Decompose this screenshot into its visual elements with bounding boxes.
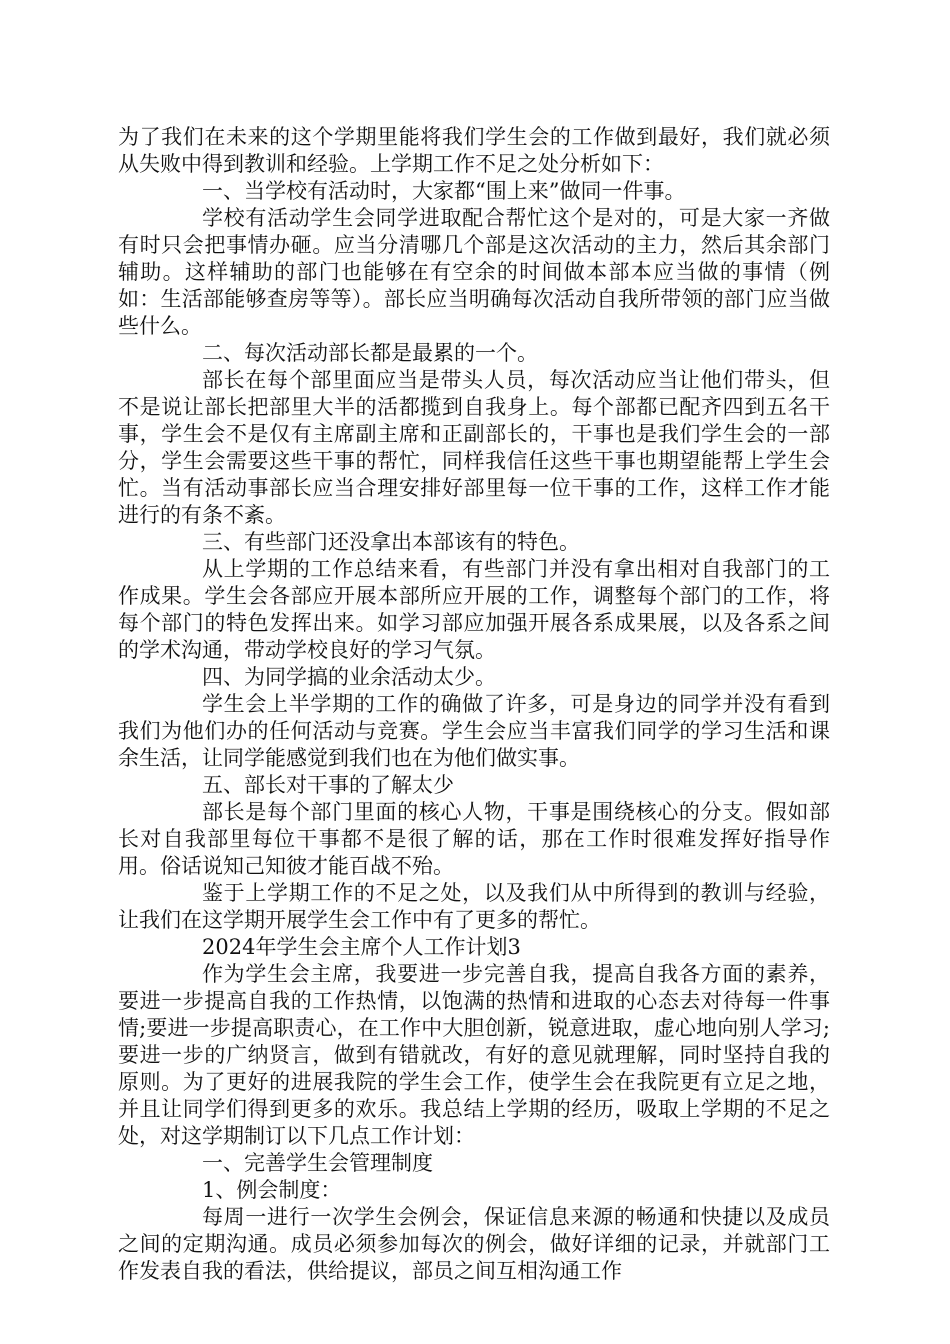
paragraph-7: 鉴于上学期工作的不足之处，以及我们从中所得到的教训与经验，让我们在这学期开展学生会工作中有了更多的帮忙。: [118, 881, 830, 932]
document-page: [118, 124, 830, 1285]
paragraph-1: 为了我们在未来的这个学期里能将我们学生会的工作做到最好，我们就必须从失败中得到教训和经验。上学期工作不足之处分析如下：: [118, 125, 830, 176]
section-title: 2024年学生会主席个人工作计划3: [202, 935, 521, 959]
heading-4: 四、为同学搞的业余活动太少。: [202, 665, 496, 689]
heading-1: 一、当学校有活动时，大家都“围上来”做同一件事。: [202, 179, 686, 203]
subheading-1: 1、例会制度：: [202, 1178, 342, 1202]
paragraph-4: 从上学期的工作总结来看，有些部门并没有拿出相对自我部门的工作成果。学生会各部应开展本部所应开展的工作，调整每个部门的工作，将每个部门的特色发挥出来。如学习部应加强开展各系成果展，以及各系之间的学术沟通，带动学校良好的学习气氛。: [118, 557, 830, 662]
paragraph-3: 部长在每个部里面应当是带头人员，每次活动应当让他们带头，但不是说让部长把部里大半的活都揽到自我身上。每个部都已配齐四到五名干事，学生会不是仅有主席副主席和正副部长的，干事也是我们学生会的一部分，学生会需要这些干事的帮忙，同样我信任这些干事也期望能帮上学生会忙。当有活动事部长应当合理安排好部里每一位干事的工作，这样工作才能进行的有条不紊。: [118, 368, 830, 527]
heading-2: 二、每次活动部长都是最累的一个。: [202, 341, 538, 365]
paragraph-5: 学生会上半学期的工作的确做了许多，可是身边的同学并没有看到我们为他们办的任何活动与竞赛。学生会应当丰富我们同学的学习生活和课余生活，让同学能感觉到我们也在为他们做实事。: [118, 692, 830, 770]
paragraph-6: 部长是每个部门里面的核心人物，干事是围绕核心的分支。假如部长对自我部里每位干事都不是很了解的话，那在工作时很难发挥好指导作用。俗话说知己知彼才能百战不殆。: [118, 800, 830, 878]
paragraph-8: 作为学生会主席，我要进一步完善自我，提高自我各方面的素养，要进一步提高自我的工作热情，以饱满的热情和进取的心态去对待每一件事情;要进一步提高职责心，在工作中大胆创新，锐意进取，虚心地向别人学习;要进一步的广纳贤言，做到有错就改，有好的意见就理解，同时坚持自我的原则。为了更好的进展我院的学生会工作，使学生会在我院更有立足之地，并且让同学们得到更多的欢乐。我总结上学期的经历，吸取上学期的不足之处，对这学期制订以下几点工作计划：: [118, 962, 830, 1148]
heading-6: 一、完善学生会管理制度: [202, 1151, 433, 1175]
paragraph-9: 每周一进行一次学生会例会，保证信息来源的畅通和快捷以及成员之间的定期沟通。成员必须参加每次的例会，做好详细的记录，并就部门工作发表自我的看法，供给提议，部员之间互相沟通工作: [118, 1205, 830, 1283]
heading-3: 三、有些部门还没拿出本部该有的特色。: [202, 530, 580, 554]
heading-5: 五、部长对干事的了解太少: [202, 773, 454, 797]
paragraph-2: 学校有活动学生会同学进取配合帮忙这个是对的，可是大家一齐做有时只会把事情办砸。应当分清哪几个部是这次活动的主力，然后其余部门辅助。这样辅助的部门也能够在有空余的时间做本部本应当做的事情（例如：生活部能够查房等等）。部长应当明确每次活动自我所带领的部门应当做些什么。: [118, 206, 830, 338]
